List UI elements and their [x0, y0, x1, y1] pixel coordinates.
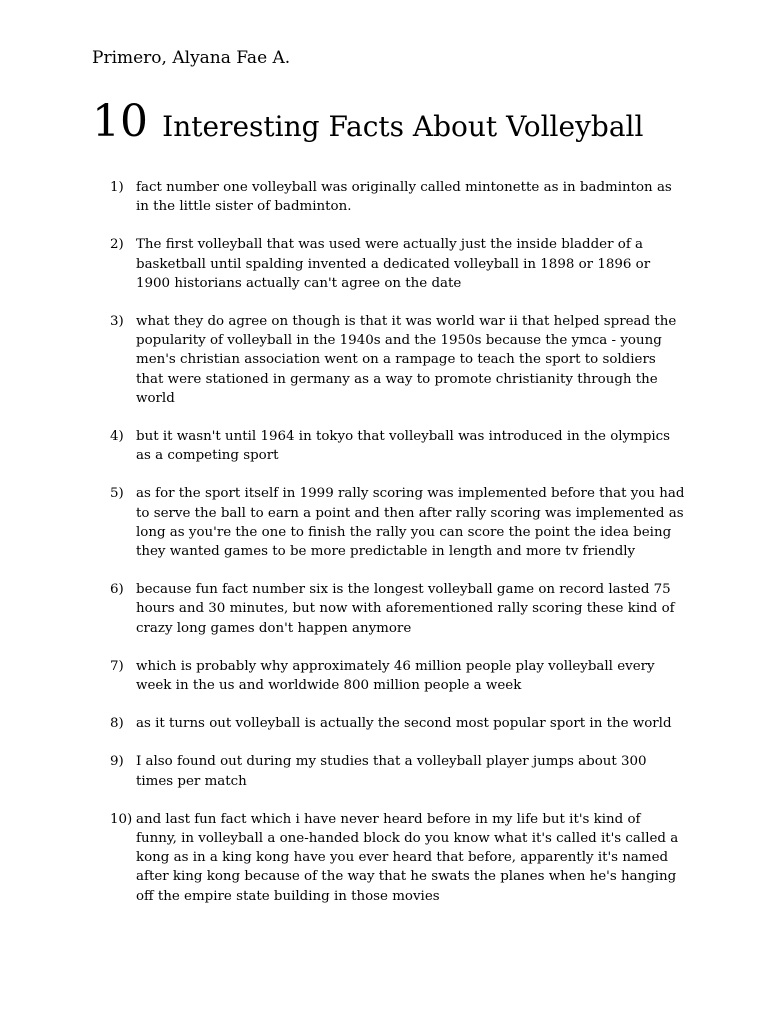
fact-item-9 [110, 752, 685, 790]
author-name: Primero, Alyana Fae A. [92, 48, 291, 68]
fact-item-5 [110, 484, 685, 561]
fact-marker: 8) [110, 716, 124, 732]
fact-marker: 3) [110, 314, 124, 330]
fact-marker: 6) [110, 582, 124, 598]
title-text: Interesting Facts About Volleyball [162, 110, 644, 143]
fact-marker: 7) [110, 658, 124, 674]
fact-text: which is probably why approximately 46 million people play volleyball every week in the us and worldwide 800 million people a week [136, 658, 655, 694]
fact-text: as for the sport itself in 1999 rally scoring was implemented before that you had to serve the ball to earn a point and then after rally scoring was implemented as long as you're the one to finish the rally you can score the point the idea being they wanted games to be more predictable in length and more tv friendly [136, 486, 685, 560]
fact-item-2 [110, 235, 685, 293]
facts-list [110, 178, 685, 925]
fact-text: because fun fact number six is the longest volleyball game on record lasted 75 hours and 30 minutes, but now with aforementioned rally scoring these kind of crazy long games don't happen anymore [136, 582, 675, 636]
fact-item-6 [110, 580, 685, 638]
fact-item-7 [110, 657, 685, 695]
title-number: 10 [92, 96, 148, 147]
fact-item-1 [110, 178, 685, 216]
fact-marker: 10) [110, 811, 133, 827]
fact-text: The first volleyball that was used were actually just the inside bladder of a basketball until spalding invented a dedicated volleyball in 1898 or 1896 or 1900 historians actually can't agree on the date [136, 237, 651, 291]
fact-item-4 [110, 427, 685, 465]
fact-text: and last fun fact which i have never heard before in my life but it's kind of funny, in volleyball a one-handed block do you know what it's called it's called a kong as in a king kong have you ever heard that before, apparently it's named after king kong because of the way that he swats the planes when he's hanging off the empire state building in those movies [136, 811, 679, 904]
fact-text: but it wasn't until 1964 in tokyo that volleyball was introduced in the olympics as a competing sport [136, 429, 671, 464]
fact-marker: 1) [110, 180, 124, 195]
fact-marker: 4) [110, 429, 124, 445]
fact-marker: 5) [110, 486, 124, 502]
fact-text: fact number one volleyball was originally called mintonette as in badminton as in the little sister of badminton. [136, 180, 672, 215]
fact-text: I also found out during my studies that a volleyball player jumps about 300 times per match [136, 754, 647, 789]
fact-item-3 [110, 312, 685, 408]
fact-item-8 [110, 714, 685, 733]
fact-marker: 2) [110, 237, 124, 253]
fact-marker: 9) [110, 754, 124, 770]
document-title [92, 96, 643, 153]
fact-text: what they do agree on though is that it was world war ii that helped spread the popularity of volleyball in the 1940s and the 1950s because the ymca - young men's christian association went on a rampage to teach the sport to soldiers that were stationed in germany as a way to promote christianity through the world [136, 314, 677, 406]
fact-item-10 [110, 810, 685, 906]
fact-text: as it turns out volleyball is actually the second most popular sport in the world [136, 716, 672, 732]
